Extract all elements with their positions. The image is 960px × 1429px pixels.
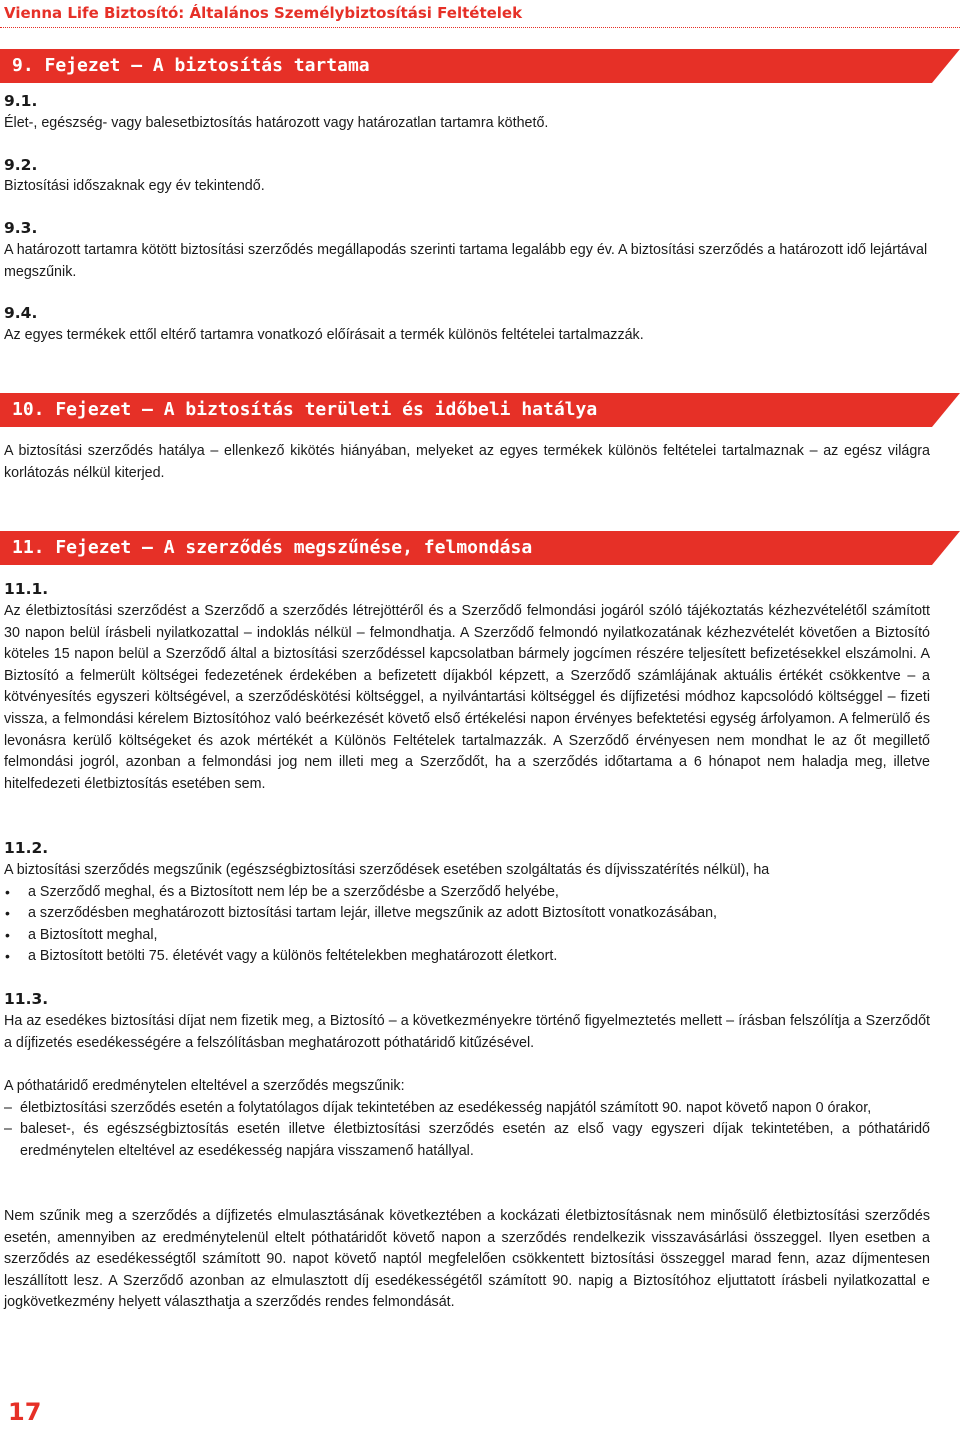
- section-number: 11.3.: [4, 990, 49, 1008]
- header-company: Vienna Life Biztosító:: [4, 4, 185, 22]
- termination-conditions-list: [4, 882, 930, 968]
- header-document-name: Általános Személybiztosítási Feltételek: [184, 4, 523, 22]
- section-text: A határozott tartamra kötött biztosítási szerződés megállapodás szerinti tartama legalább egy év. A biztosítási szerződés a határozott idő lejártával megszűnik.: [4, 242, 928, 280]
- page-number: 17: [8, 1398, 42, 1426]
- section-11-1-text: Az életbiztosítási szerződést a Szerződő a szerződés létrejöttéről és a Szerződő felmondási jogáról szóló tájékoztatás kézhezvételétől számított 30 napon belül írásbeli nyilatkozattal – indoklás nélkül – felmondhatja. A Szerződő felmondó nyilatkozatának kézhezvételét követően a Biztosító köteles 15 napon belül a Szerződő által a biztosítási szerződéssel kapcsolatban bármely jogcímen részére teljesített befizetésekkel elszámolni. A Biztosító a felmerült költségei fedezetének érdekében a befizetett díjakból képzett, a Szerződő számlájának aktuális értékét csökkentve – a kötvényesítés egyszeri költségével, a szerződéskötési költséggel, a nyilvántartási költséggel és díjfizetési módhoz kapcsolódó költséggel – fizeti vissza, a felmondási kérelem Biztosítóhoz való beérkezését követő első értékelési napon érvényes befektetési egység árfolyamon. A felmerülő és levonásra kerülő költségeket és azok mértékét a Különös Feltételek tartalmazzák. A Szerződő érvényesen nem mondhat le az őt megillető felmondási jogról, azonban a felmondási jog nem illeti meg a Szerződőt, ha a szerződés időtartama a 6 hónapot nem haladja meg, illetve hitelfedezeti életbiztosítás esetében sem.: [4, 603, 930, 792]
- chapter-9-banner: [0, 49, 960, 83]
- document-header-title: [4, 4, 522, 22]
- chapter-10-text: A biztosítási szerződés hatálya – ellenkező kikötés hiányában, melyeket az egyes termékek különös feltételei tartalmaznak – az egész világra korlátozás nélkül kiterjed.: [4, 443, 930, 481]
- chapter-11-title: 11. Fejezet – A szerződés megszűnése, felmondása: [12, 537, 533, 558]
- section-number: 9.2.: [4, 156, 38, 174]
- section-11-3-text: Ha az esedékes biztosítási díjat nem fizetik meg, a Biztosító – a következményekre történő figyelmeztetés mellett – írásban felszólítja a Szerződőt a díjfizetés esedékességére a felszólításban meghatározott póthatáridő kitűzésével.: [4, 1013, 930, 1051]
- chapter-9-title: 9. Fejezet – A biztosítás tartama: [12, 55, 370, 76]
- section-11-3-closing-text: Nem szűnik meg a szerződés a díjfizetés elmulasztásának következtében a kockázati életbiztosításnak nem minősülő életbiztosítási szerződés esetén, amennyiben az eredménytelenül eltelt póthatáridőt követő napon a szerződés rendelkezik visszavásárlási összeggel. Ilyen esetben a szerződés az esedékességtől számított 90. napot követő naptól megfelelően csökkentett biztosítási összeggel marad fenn, azaz díjmentesen leszállított lesz. A Szerződő azonban az elmulasztott díj esedékességétől számított 90. napig a Biztosítóhoz eljuttatott írásbeli nyilatkozattal e jogkövetkezmény helyett választhatja a szerződés rendes felmondását.: [4, 1208, 930, 1311]
- list-item: – életbiztosítási szerződés esetén a folytatólagos díjak tekintetében az esedékesség napjától számított 90. napot követő napon 0 órakor,: [4, 1098, 930, 1119]
- section-11-2-intro: A biztosítási szerződés megszűnik (egészségbiztosítási szerződések esetében szolgáltatás és díjvisszatérítés nélkül), ha: [4, 862, 770, 878]
- section-number: 9.3.: [4, 219, 38, 237]
- chapter-11-banner: [0, 531, 960, 565]
- section-number: 11.1.: [4, 580, 49, 598]
- list-item: • a Biztosított betölti 75. életévét vagy a különös feltételekben meghatározott életkort.: [4, 946, 930, 967]
- list-item: – baleset-, és egészségbiztosítás esetén illetve életbiztosítási szerződés esetén az első vagy egyszeri díjak tekintetében, a póthatáridő eredménytelen elteltével az esedékesség napjára visszamenő hatállyal.: [4, 1119, 930, 1162]
- chapter-10-banner: [0, 393, 960, 427]
- list-item: • a Szerződő meghal, és a Biztosított nem lép be a szerződésbe a Szerződő helyébe,: [4, 882, 930, 903]
- list-item: • a szerződésben meghatározott biztosítási tartam lejár, illetve megszűnik az adott Biztosított vonatkozásában,: [4, 903, 930, 924]
- chapter-10-title: 10. Fejezet – A biztosítás területi és időbeli hatálya: [12, 399, 598, 420]
- section-text: Élet-, egészség- vagy balesetbiztosítás határozott vagy határozatlan tartamra köthető.: [4, 115, 549, 131]
- section-text: Biztosítási időszaknak egy év tekintendő.: [4, 178, 265, 194]
- section-number: 9.1.: [4, 92, 38, 110]
- section-number: 9.4.: [4, 304, 38, 322]
- list-item: • a Biztosított meghal,: [4, 925, 930, 946]
- section-text: Az egyes termékek ettől eltérő tartamra vonatkozó előírásait a termék különös feltételei tartalmazzák.: [4, 327, 644, 343]
- section-number: 11.2.: [4, 839, 49, 857]
- section-11-3-grace-intro: A póthatáridő eredménytelen elteltével a szerződés megszűnik:: [4, 1078, 405, 1094]
- grace-period-consequences-list: [4, 1098, 930, 1162]
- header-divider: [0, 27, 960, 28]
